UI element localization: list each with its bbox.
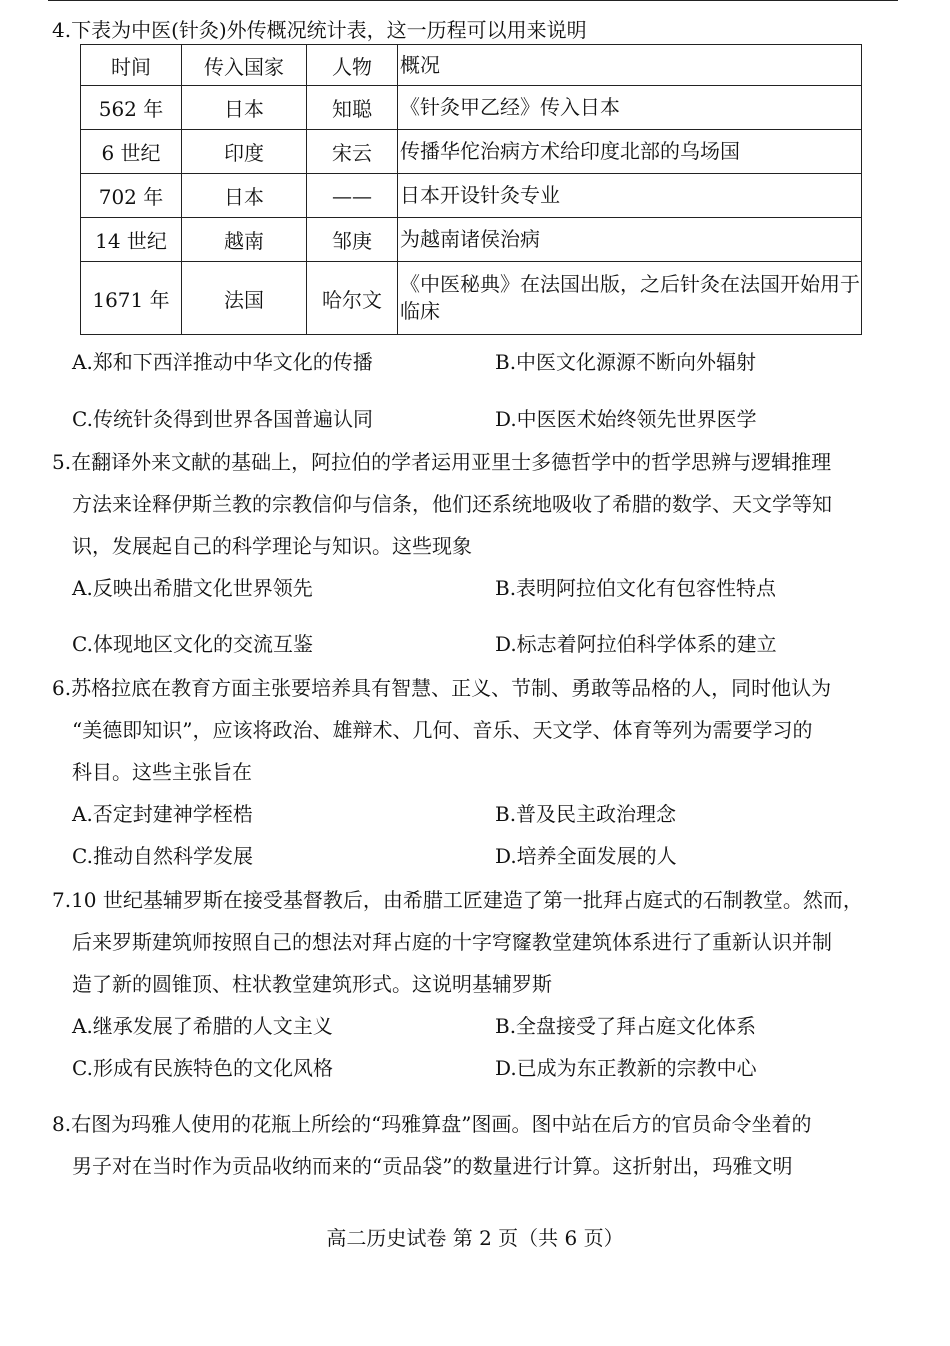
q5-option-d: D.标志着阿拉伯科学体系的建立 [495,632,777,656]
cell-person: 宋云 [307,130,398,174]
cell-country: 法国 [182,262,307,335]
table-header-row [81,45,862,86]
page-footer: 高二历史试卷 第 2 页（共 6 页） [326,1226,624,1250]
top-rule [48,0,898,1]
q8-line-1: 8.右图为玛雅人使用的花瓶上所绘的“玛雅算盘”图画。图中站在后方的官员命令坐着的 [52,1112,812,1136]
cell-country: 越南 [182,218,307,262]
cell-overview: 《针灸甲乙经》传入日本 [398,86,862,130]
cell-person: 邹庚 [307,218,398,262]
q6-line-2: “美德即知识”，应该将政治、雄辩术、几何、音乐、天文学、体育等列为需要学习的 [72,718,813,742]
q7-option-b: B.全盘接受了拜占庭文化体系 [495,1014,757,1038]
q6-option-a: A.否定封建神学桎梏 [72,802,253,826]
cell-country: 日本 [182,174,307,218]
cell-time: 1671 年 [81,262,182,335]
q5-option-c: C.体现地区文化的交流互鉴 [72,632,313,656]
q7-option-c: C.形成有民族特色的文化风格 [72,1056,333,1080]
cell-overview: 为越南诸侯治病 [398,218,862,262]
q7-line-2: 后来罗斯建筑师按照自己的想法对拜占庭的十字穹窿教堂建筑体系进行了重新认识并制 [72,930,832,954]
q4-stem: 4.下表为中医(针灸)外传概况统计表，这一历程可以用来说明 [52,18,587,42]
q7-line-3: 造了新的圆锥顶、柱状教堂建筑形式。这说明基辅罗斯 [72,972,552,996]
cell-time: 14 世纪 [81,218,182,262]
q4-option-b: B.中医文化源源不断向外辐射 [495,350,757,374]
q6-option-b: B.普及民主政治理念 [495,802,677,826]
q4-option-c: C.传统针灸得到世界各国普遍认同 [72,407,373,431]
q5-line-2: 方法来诠释伊斯兰教的宗教信仰与信条，他们还系统地吸收了希腊的数学、天文学等知 [72,492,832,516]
table-row [81,262,862,335]
cell-person: 哈尔文 [307,262,398,335]
q5-option-b: B.表明阿拉伯文化有包容性特点 [495,576,777,600]
cell-time: 702 年 [81,174,182,218]
q4-option-a: A.郑和下西洋推动中华文化的传播 [72,350,373,374]
header-overview: 概况 [398,45,862,86]
table-row [81,174,862,218]
cell-time: 562 年 [81,86,182,130]
header-country: 传入国家 [182,45,307,86]
cell-time: 6 世纪 [81,130,182,174]
q7-line-1: 7.10 世纪基辅罗斯在接受基督教后，由希腊工匠建造了第一批拜占庭式的石制教堂。然而， [52,888,863,912]
table-row [81,130,862,174]
header-person: 人物 [307,45,398,86]
q5-option-a: A.反映出希腊文化世界领先 [72,576,313,600]
cell-overview: 日本开设针灸专业 [398,174,862,218]
q6-option-c: C.推动自然科学发展 [72,844,253,868]
cell-overview: 《中医秘典》在法国出版，之后针灸在法国开始用于临床 [398,262,862,335]
cell-person: 知聪 [307,86,398,130]
cell-overview: 传播华佗治病方术给印度北部的乌场国 [398,130,862,174]
table-row [81,218,862,262]
table-row [81,86,862,130]
cell-person: —— [307,174,398,218]
q4-option-d: D.中医医术始终领先世界医学 [495,407,757,431]
q6-line-1: 6.苏格拉底在教育方面主张要培养具有智慧、正义、节制、勇敢等品格的人，同时他认为 [52,676,832,700]
q6-line-3: 科目。这些主张旨在 [72,760,252,784]
q4-table [80,44,862,335]
q8-line-2: 男子对在当时作为贡品收纳而来的“贡品袋”的数量进行计算。这折射出，玛雅文明 [72,1154,793,1178]
q5-line-3: 识，发展起自己的科学理论与知识。这些现象 [72,534,472,558]
cell-country: 印度 [182,130,307,174]
cell-country: 日本 [182,86,307,130]
q6-option-d: D.培养全面发展的人 [495,844,677,868]
q7-option-d: D.已成为东正教新的宗教中心 [495,1056,757,1080]
q7-option-a: A.继承发展了希腊的人文主义 [72,1014,333,1038]
q5-line-1: 5.在翻译外来文献的基础上，阿拉伯的学者运用亚里士多德哲学中的哲学思辨与逻辑推理 [52,450,832,474]
header-time: 时间 [81,45,182,86]
